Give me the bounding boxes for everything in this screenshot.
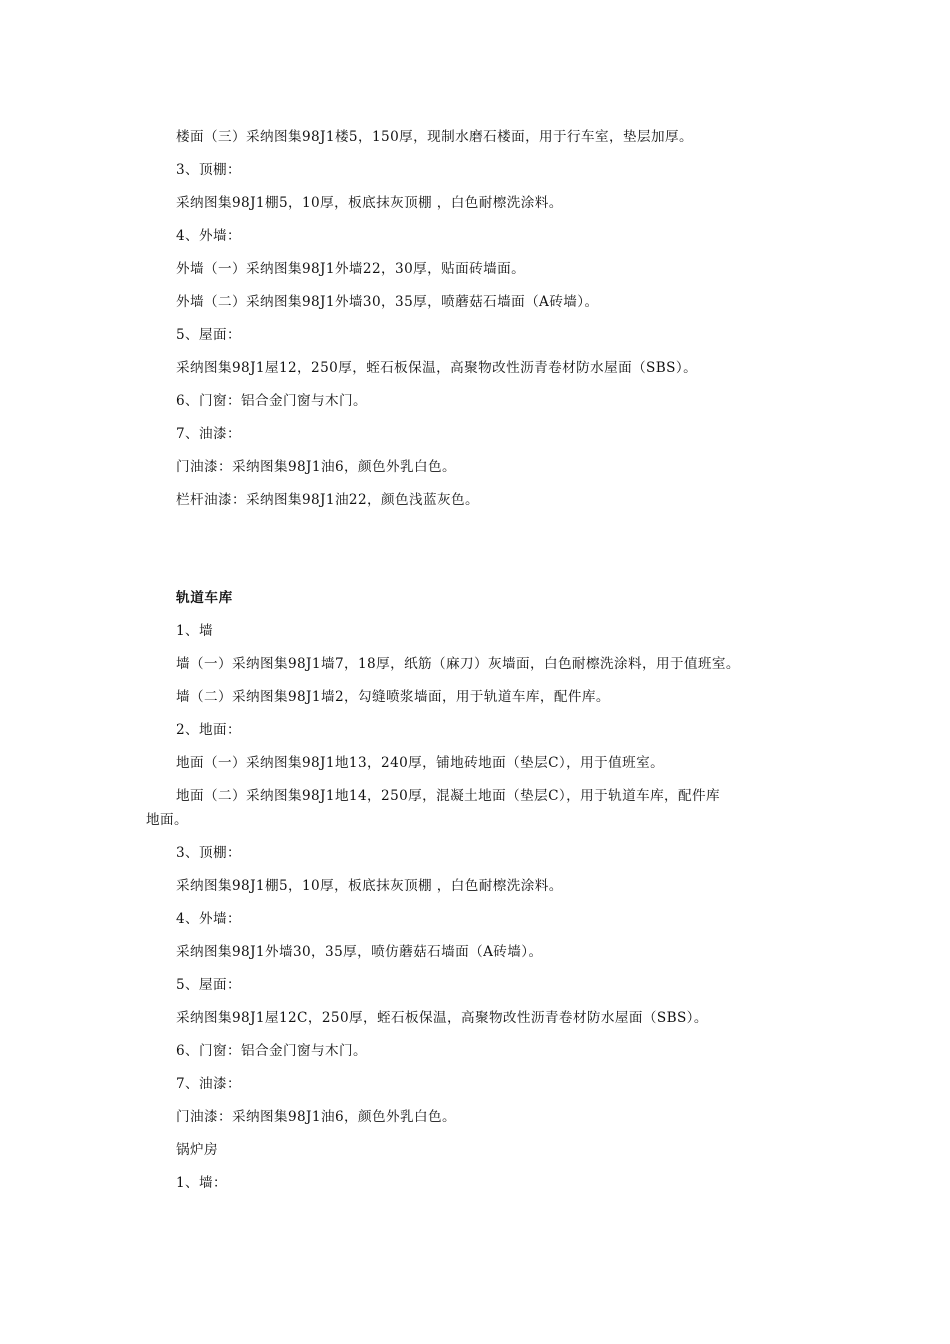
text-line: 3、顶棚： — [176, 845, 242, 861]
text-line: 楼面（三）采纳图集98J1楼5，150厚，现制水磨石楼面，用于行车室，垫层加厚。 — [176, 129, 693, 145]
text-line: 2、地面： — [176, 722, 242, 738]
text-line: 外墙（二）采纳图集98J1外墙30，35厚，喷蘑菇石墙面（A砖墙）。 — [176, 294, 599, 310]
text-line: 6、门窗：铝合金门窗与木门。 — [176, 1043, 367, 1059]
text-line: 1、墙 — [176, 623, 214, 639]
text-line: 采纳图集98J1屋12C，250厚，蛭石板保温，高聚物改性沥青卷材防水屋面（SBS）。 — [176, 1010, 708, 1026]
section-heading: 轨道车库 — [176, 590, 233, 606]
text-line: 采纳图集98J1屋12，250厚，蛭石板保温，高聚物改性沥青卷材防水屋面（SBS）。 — [176, 360, 698, 376]
text-line: 地面（一）采纳图集98J1地13，240厚，铺地砖地面（垫层C），用于值班室。 — [176, 755, 665, 771]
text-line: 7、油漆： — [176, 426, 242, 442]
text-line: 4、外墙： — [176, 911, 242, 927]
text-line: 4、外墙： — [176, 228, 242, 244]
text-line: 外墙（一）采纳图集98J1外墙22，30厚，贴面砖墙面。 — [176, 261, 526, 277]
text-line: 门油漆：采纳图集98J1油6，颜色外乳白色。 — [176, 459, 456, 475]
text-line: 门油漆：采纳图集98J1油6，颜色外乳白色。 — [176, 1109, 456, 1125]
text-line: 地面（二）采纳图集98J1地14，250厚，混凝土地面（垫层C），用于轨道车库，配件库 — [176, 788, 721, 804]
text-line-continuation: 地面。 — [146, 812, 188, 828]
text-line: 5、屋面： — [176, 977, 242, 993]
text-line: 6、门窗：铝合金门窗与木门。 — [176, 393, 367, 409]
text-line: 采纳图集98J1外墙30，35厚，喷仿蘑菇石墙面（A砖墙）。 — [176, 944, 543, 960]
text-line: 1、墙： — [176, 1175, 228, 1191]
text-line: 采纳图集98J1棚5，10厚，板底抹灰顶棚 ，白色耐檫洗涂料。 — [176, 195, 563, 211]
text-line: 栏杆油漆：采纳图集98J1油22，颜色浅蓝灰色。 — [176, 492, 479, 508]
text-line: 墙（二）采纳图集98J1墙2，勾缝喷浆墙面，用于轨道车库，配件库。 — [176, 689, 610, 705]
text-line: 7、油漆： — [176, 1076, 242, 1092]
text-line: 3、顶棚： — [176, 162, 242, 178]
text-line: 5、屋面： — [176, 327, 242, 343]
text-line: 采纳图集98J1棚5，10厚，板底抹灰顶棚 ，白色耐檫洗涂料。 — [176, 878, 563, 894]
text-line: 墙（一）采纳图集98J1墙7，18厚，纸筋（麻刀）灰墙面，白色耐檫洗涂料，用于值班室。 — [176, 656, 740, 672]
text-line: 锅炉房 — [176, 1142, 218, 1158]
